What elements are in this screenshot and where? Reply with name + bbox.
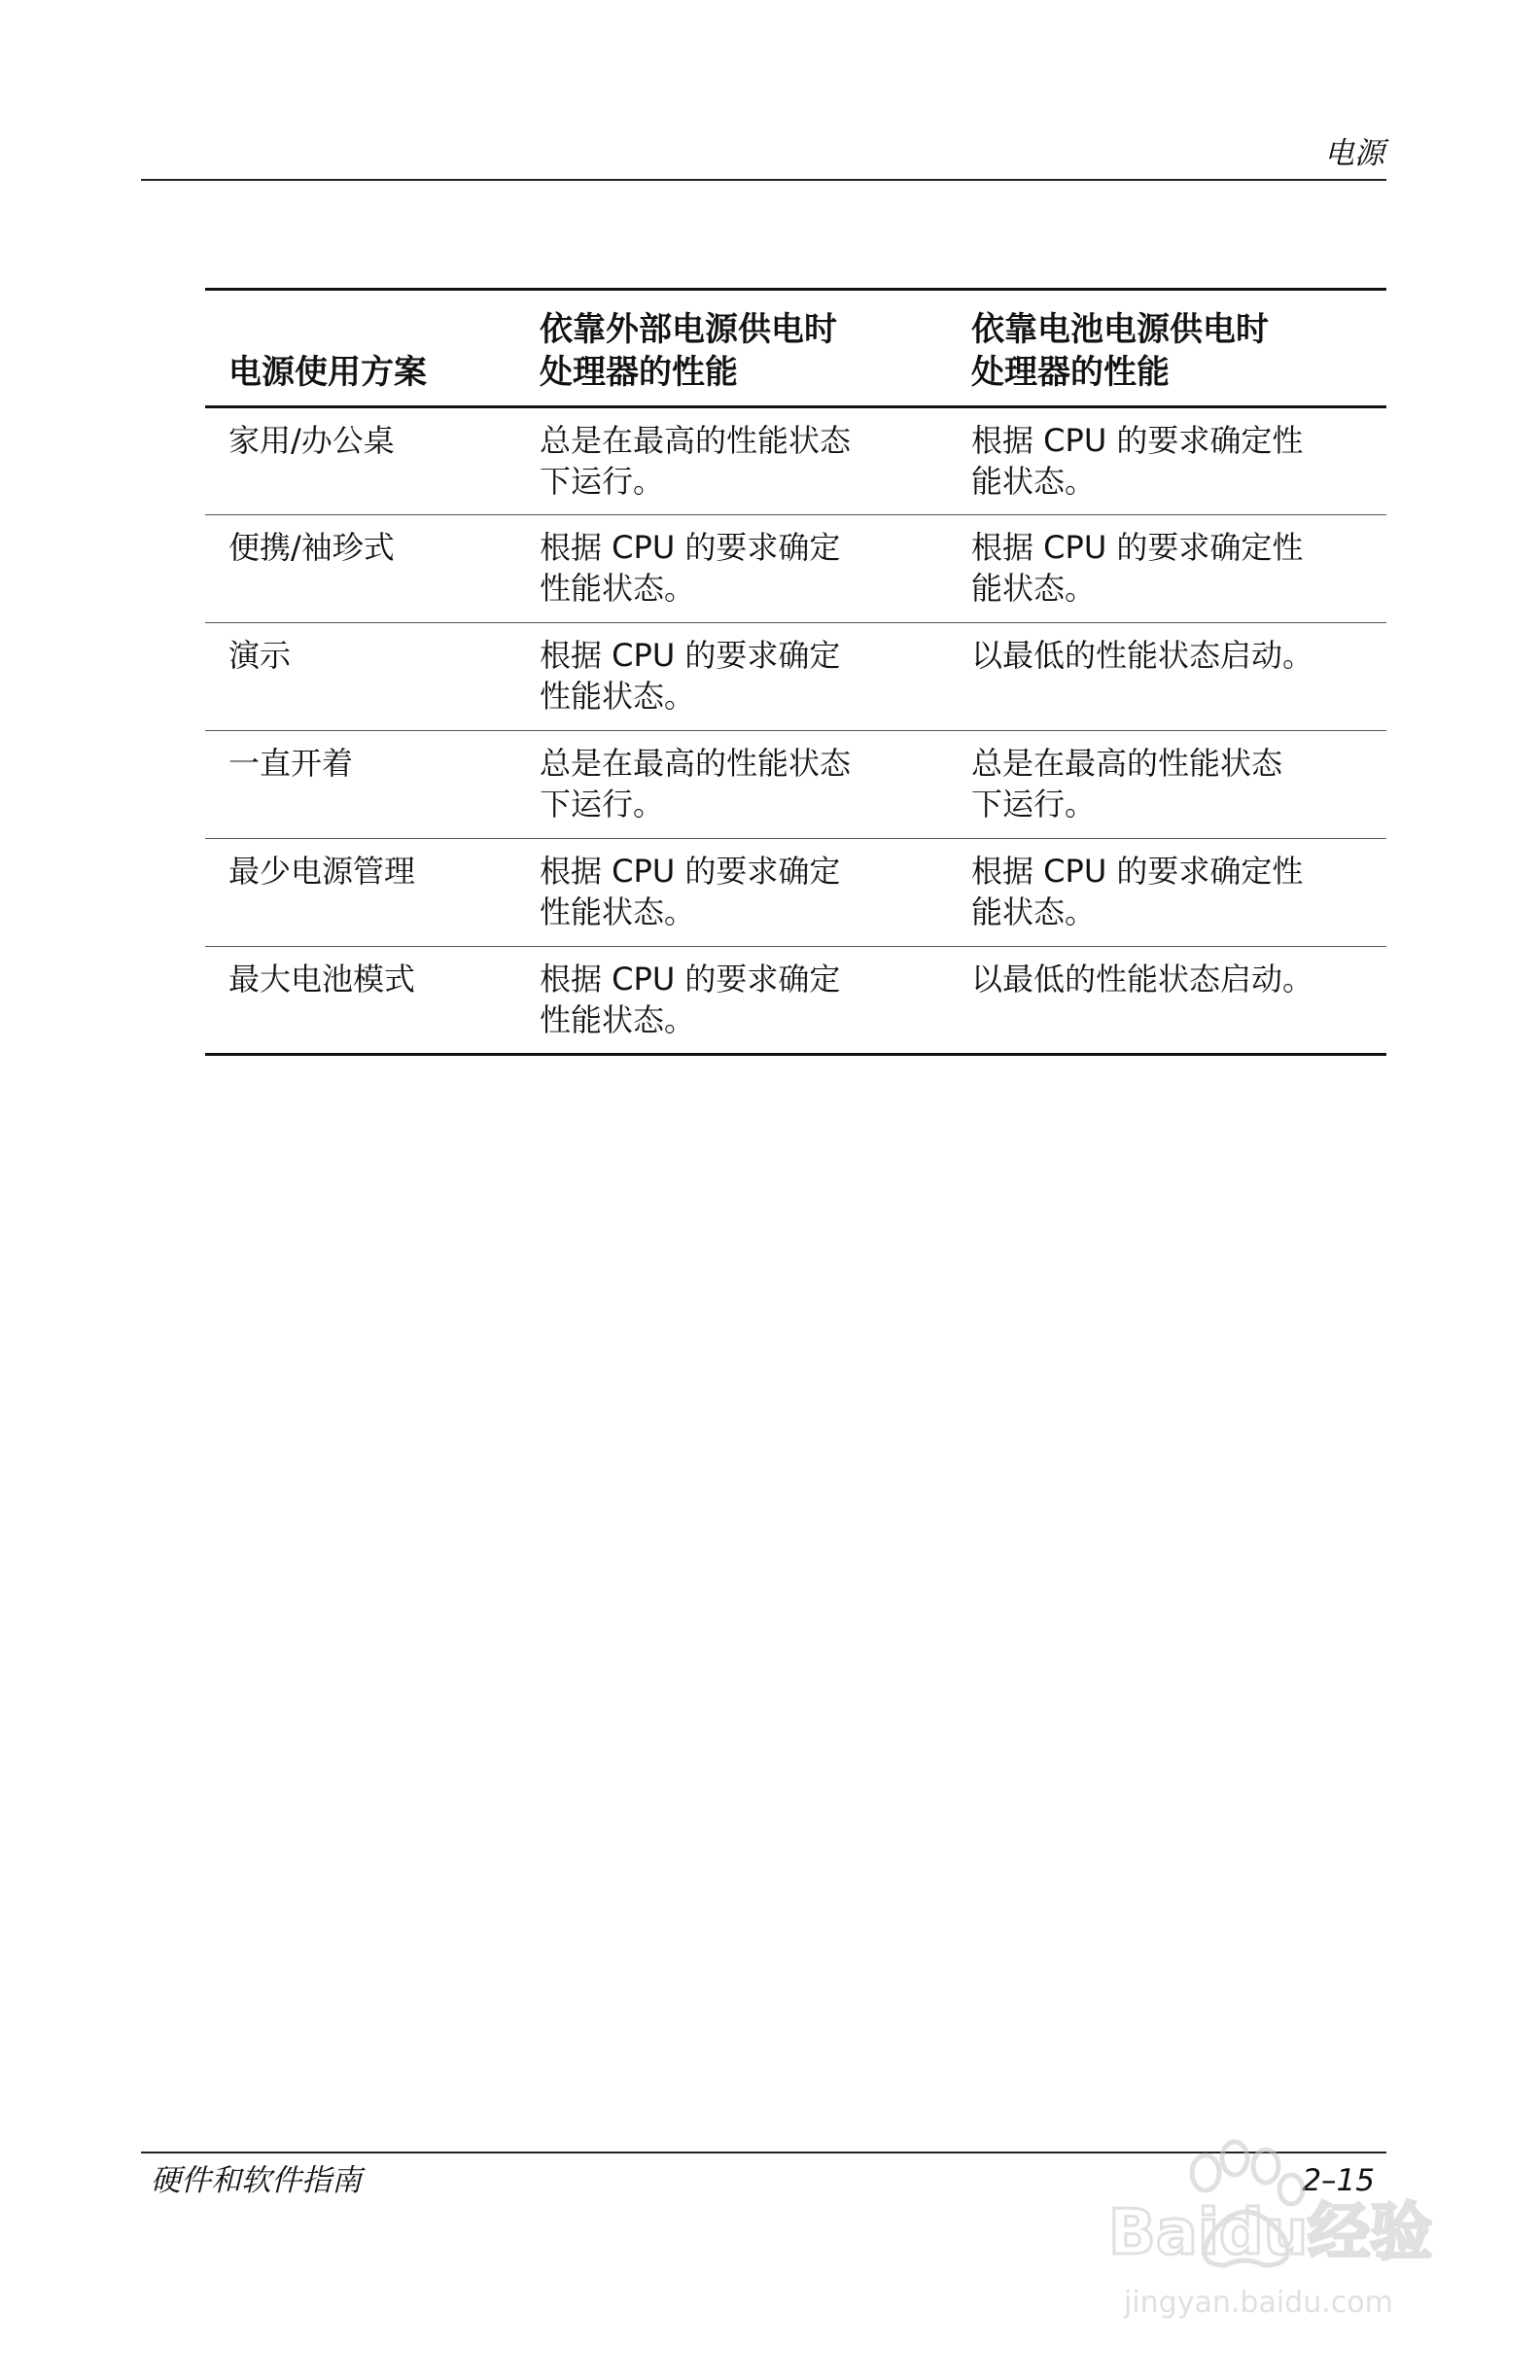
external-power-performance: 根据 CPU 的要求确定 性能状态。 [540,529,841,607]
table-row [205,515,1386,623]
external-power-performance: 根据 CPU 的要求确定 性能状态。 [540,853,841,930]
battery-power-performance: 根据 CPU 的要求确定性 能状态。 [971,529,1304,607]
watermark-url: jingyan.baidu.com [1124,2286,1393,2320]
table-row [205,623,1386,731]
scheme-name: 演示 [228,637,292,674]
scheme-name: 家用/办公桌 [228,422,395,459]
battery-power-performance: 以最低的性能状态启动。 [971,961,1314,998]
column-header-external-power: 依靠外部电源供电时 处理器的性能 [540,310,837,392]
power-scheme-table [205,288,1386,1056]
scheme-name: 一直开着 [228,745,354,782]
external-power-performance: 总是在最高的性能状态 下运行。 [540,422,852,500]
table-row [205,839,1386,947]
battery-power-performance: 根据 CPU 的要求确定性 能状态。 [971,853,1304,930]
table-row [205,407,1386,515]
column-header-battery-power: 依靠电池电源供电时 处理器的性能 [971,310,1269,392]
table-row [205,731,1386,839]
table-header-row [205,290,1386,407]
page-number: 2–15 [1302,2163,1375,2198]
section-title: 电源 [1324,136,1384,171]
table-row [205,947,1386,1055]
scheme-name: 最大电池模式 [228,961,416,998]
watermark-brand: Baidu经验 [1108,2197,1433,2269]
external-power-performance: 总是在最高的性能状态 下运行。 [540,745,852,822]
battery-power-performance: 总是在最高的性能状态 下运行。 [971,745,1283,822]
battery-power-performance: 根据 CPU 的要求确定性 能状态。 [971,422,1304,500]
scheme-name: 最少电源管理 [228,853,416,890]
battery-power-performance: 以最低的性能状态启动。 [971,637,1314,674]
running-header [141,136,1386,181]
external-power-performance: 根据 CPU 的要求确定 性能状态。 [540,637,841,715]
guide-title: 硬件和软件指南 [151,2163,362,2198]
column-header-scheme: 电源使用方案 [228,353,427,392]
scheme-name: 便携/袖珍式 [228,529,395,566]
external-power-performance: 根据 CPU 的要求确定 性能状态。 [540,961,841,1038]
baidu-jingyan-watermark [1089,2129,1439,2362]
